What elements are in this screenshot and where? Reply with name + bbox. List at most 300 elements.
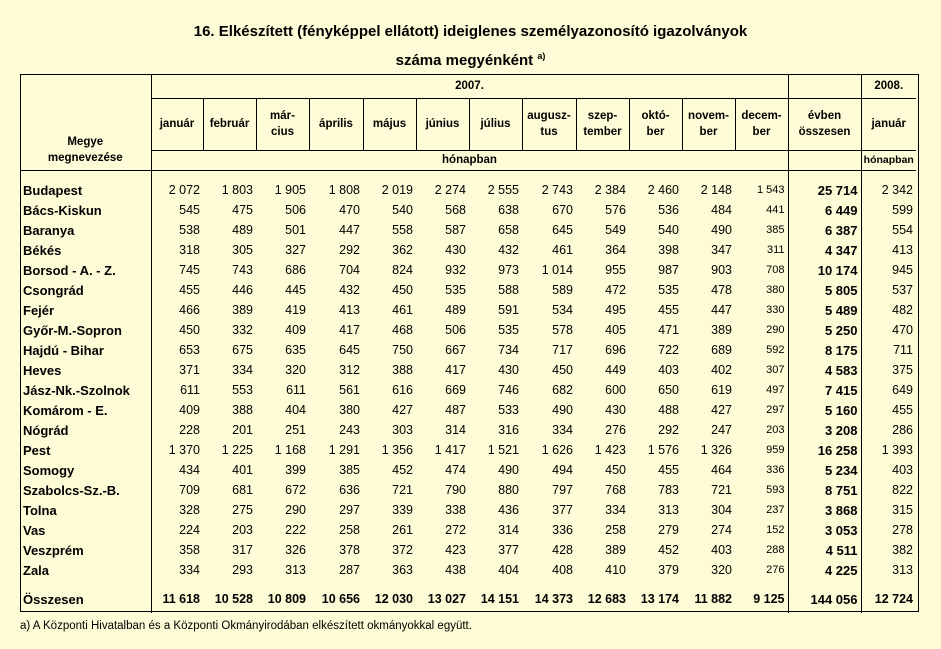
total-subheader-spacer xyxy=(788,150,861,170)
spacer-cell xyxy=(20,170,151,180)
month-value: 2 072 xyxy=(168,183,200,197)
total-row-label: Összesen xyxy=(20,589,151,609)
month-value: 588 xyxy=(498,283,519,297)
month-value: 696 xyxy=(605,343,626,357)
month-value: 475 xyxy=(232,203,253,217)
jan-2008-value: 315 xyxy=(892,503,913,517)
month-value: 14 373 xyxy=(534,592,573,606)
county-row xyxy=(20,520,916,540)
month-header: decem- ber xyxy=(735,98,788,150)
spacer-cell xyxy=(629,170,682,180)
spacer-cell xyxy=(151,580,203,589)
month-value: 428 xyxy=(552,543,573,557)
month-value: 336 xyxy=(735,460,788,480)
month-value: 314 xyxy=(445,423,466,437)
month-value: 1 626 xyxy=(541,443,573,457)
jan-2008-value: 286 xyxy=(892,423,913,437)
annual-total-value: 5 489 xyxy=(788,300,861,320)
month-value: 611 xyxy=(286,383,306,397)
month-value: 334 xyxy=(552,423,573,437)
month-value: 669 xyxy=(445,383,466,397)
month-value: 959 xyxy=(735,440,788,460)
month-value: 591 xyxy=(498,303,519,317)
per-month-header: hónapban xyxy=(442,154,497,166)
county-row xyxy=(20,500,916,520)
annual-total-value: 3 053 xyxy=(788,520,861,540)
county-row xyxy=(20,180,916,200)
month-value: 371 xyxy=(179,363,200,377)
month-value: 576 xyxy=(605,203,626,217)
spacer-row xyxy=(20,170,916,180)
month-value: 553 xyxy=(232,383,253,397)
month-value: 275 xyxy=(232,503,253,517)
month-value: 303 xyxy=(392,423,413,437)
month-value: 474 xyxy=(445,463,466,477)
month-value: 932 xyxy=(445,263,466,277)
spacer-cell xyxy=(203,609,256,613)
month-value: 653 xyxy=(179,343,200,357)
month-value: 13 174 xyxy=(640,592,679,606)
month-value: 339 xyxy=(392,503,413,517)
month-value: 332 xyxy=(232,323,253,337)
month-value: 455 xyxy=(658,303,679,317)
month-value: 409 xyxy=(285,323,306,337)
spacer-cell xyxy=(363,170,416,180)
month-value: 746 xyxy=(498,383,519,397)
jan-2008-value: 413 xyxy=(892,243,913,257)
month-value: 287 xyxy=(339,563,360,577)
month-value: 750 xyxy=(392,343,413,357)
month-value: 447 xyxy=(339,223,360,237)
annual-total-value: 4 225 xyxy=(788,560,861,580)
month-value: 1 521 xyxy=(487,443,519,457)
month-value: 328 xyxy=(179,503,200,517)
spacer-cell xyxy=(469,580,522,589)
annual-total-value: 8 751 xyxy=(788,480,861,500)
month-value: 487 xyxy=(445,403,466,417)
month-value: 417 xyxy=(445,363,466,377)
spacer-cell xyxy=(861,170,916,180)
month-value: 388 xyxy=(232,403,253,417)
county-name: Baranya xyxy=(20,220,151,240)
month-value: 721 xyxy=(392,483,413,497)
jan-2008-value: 2 342 xyxy=(881,183,913,197)
spacer-cell xyxy=(682,170,735,180)
month-value: 535 xyxy=(498,323,519,337)
jan-2008-header: január xyxy=(871,118,906,130)
month-value: 506 xyxy=(445,323,466,337)
county-name: Szabolcs-Sz.-B. xyxy=(20,480,151,500)
county-name: Borsod - A. - Z. xyxy=(20,260,151,280)
month-value: 288 xyxy=(735,540,788,560)
month-value: 495 xyxy=(605,303,626,317)
title-line-1: 16. Elkészített (fényképpel ellátott) ideiglenes személyazonosító igazolványok xyxy=(193,23,748,40)
month-value: 545 xyxy=(179,203,200,217)
jan-2008-value: 470 xyxy=(892,323,913,337)
county-row xyxy=(20,540,916,560)
county-name: Tolna xyxy=(20,500,151,520)
month-value: 292 xyxy=(339,243,360,257)
month-value: 472 xyxy=(605,283,626,297)
month-value: 292 xyxy=(658,423,679,437)
county-row xyxy=(20,300,916,320)
spacer-cell xyxy=(309,580,363,589)
month-value: 364 xyxy=(605,243,626,257)
month-value: 1 168 xyxy=(274,443,306,457)
county-row xyxy=(20,400,916,420)
month-value: 261 xyxy=(392,523,413,537)
county-row xyxy=(20,360,916,380)
month-value: 681 xyxy=(232,483,253,497)
month-value: 455 xyxy=(179,283,200,297)
spacer-cell xyxy=(788,609,861,613)
month-value: 638 xyxy=(498,203,519,217)
annual-total-value: 5 250 xyxy=(788,320,861,340)
spacer-cell xyxy=(363,609,416,613)
month-value: 293 xyxy=(232,563,253,577)
county-name: Hajdú - Bihar xyxy=(20,340,151,360)
month-value: 427 xyxy=(711,403,732,417)
month-value: 438 xyxy=(445,563,466,577)
month-value: 279 xyxy=(658,523,679,537)
month-value: 378 xyxy=(339,543,360,557)
month-value: 1 291 xyxy=(328,443,360,457)
month-value: 501 xyxy=(285,223,306,237)
month-value: 398 xyxy=(658,243,679,257)
month-value: 377 xyxy=(498,543,519,557)
spacer-cell xyxy=(151,609,203,613)
month-value: 1 543 xyxy=(735,180,788,200)
jan-2008-value: 455 xyxy=(892,403,913,417)
month-value: 224 xyxy=(179,523,200,537)
month-value: 536 xyxy=(658,203,679,217)
county-row xyxy=(20,380,916,400)
annual-total-value: 6 387 xyxy=(788,220,861,240)
month-header: február xyxy=(203,98,256,150)
annual-total-value: 25 714 xyxy=(788,180,861,200)
month-value: 305 xyxy=(232,243,253,257)
county-name: Pest xyxy=(20,440,151,460)
annual-total-value: 4 511 xyxy=(788,540,861,560)
month-value: 489 xyxy=(232,223,253,237)
month-value: 743 xyxy=(232,263,253,277)
spacer-cell xyxy=(151,170,203,180)
month-value: 450 xyxy=(605,463,626,477)
jan-2008-value: 382 xyxy=(892,543,913,557)
month-value: 1 356 xyxy=(381,443,413,457)
county-row xyxy=(20,260,916,280)
month-value: 297 xyxy=(735,400,788,420)
county-name: Veszprém xyxy=(20,540,151,560)
month-value: 2 743 xyxy=(541,183,573,197)
per-month-2008-header: hónapban xyxy=(861,150,916,170)
month-value: 436 xyxy=(498,503,519,517)
month-value: 311 xyxy=(735,240,788,260)
spacer-cell xyxy=(469,609,522,613)
month-value: 464 xyxy=(711,463,732,477)
spacer-cell xyxy=(256,170,309,180)
month-value: 533 xyxy=(498,403,519,417)
month-value: 535 xyxy=(445,283,466,297)
jan-2008-value: 1 393 xyxy=(881,443,913,457)
month-value: 783 xyxy=(658,483,679,497)
spacer-cell xyxy=(20,609,151,613)
month-value: 534 xyxy=(552,303,573,317)
spacer-cell xyxy=(576,170,629,180)
county-name: Csongrád xyxy=(20,280,151,300)
month-value: 203 xyxy=(232,523,253,537)
month-value: 312 xyxy=(339,363,360,377)
month-value: 616 xyxy=(392,383,413,397)
month-value: 410 xyxy=(605,563,626,577)
month-value: 12 683 xyxy=(587,592,626,606)
month-value: 274 xyxy=(711,523,732,537)
county-row xyxy=(20,480,916,500)
month-value: 650 xyxy=(658,383,679,397)
month-value: 619 xyxy=(711,383,732,397)
annual-total-value: 5 805 xyxy=(788,280,861,300)
month-value: 1 225 xyxy=(221,443,253,457)
month-value: 587 xyxy=(445,223,466,237)
month-header-row xyxy=(20,98,916,150)
month-value: 313 xyxy=(658,503,679,517)
county-row xyxy=(20,340,916,360)
jan-2008-value: 599 xyxy=(892,203,913,217)
month-value: 413 xyxy=(339,303,360,317)
month-value: 1 905 xyxy=(274,183,306,197)
month-value: 790 xyxy=(445,483,466,497)
month-value: 1 803 xyxy=(221,183,253,197)
county-row xyxy=(20,320,916,340)
month-value: 380 xyxy=(735,280,788,300)
month-value: 380 xyxy=(339,403,360,417)
month-value: 10 528 xyxy=(214,592,253,606)
month-value: 258 xyxy=(605,523,626,537)
month-value: 327 xyxy=(285,243,306,257)
title-line-2-text: száma megyénként xyxy=(395,52,534,69)
title-line-2 xyxy=(0,44,941,73)
month-value: 404 xyxy=(285,403,306,417)
month-value: 611 xyxy=(180,383,200,397)
month-value: 549 xyxy=(605,223,626,237)
month-value: 405 xyxy=(605,323,626,337)
month-value: 708 xyxy=(735,260,788,280)
title-footnote-mark: a) xyxy=(537,51,546,61)
month-header: július xyxy=(469,98,522,150)
month-value: 247 xyxy=(711,423,732,437)
county-row xyxy=(20,280,916,300)
month-value: 14 151 xyxy=(480,592,519,606)
annual-total-value: 3 868 xyxy=(788,500,861,520)
spacer-cell xyxy=(203,170,256,180)
month-value: 987 xyxy=(658,263,679,277)
month-value: 317 xyxy=(232,543,253,557)
month-value: 768 xyxy=(605,483,626,497)
month-value: 561 xyxy=(339,383,360,397)
spacer-cell xyxy=(576,580,629,589)
month-value: 307 xyxy=(735,360,788,380)
jan-2008-value: 403 xyxy=(892,463,913,477)
month-value: 682 xyxy=(552,383,573,397)
month-value: 2 384 xyxy=(594,183,626,197)
month-value: 402 xyxy=(711,363,732,377)
month-value: 379 xyxy=(658,563,679,577)
month-value: 1 423 xyxy=(594,443,626,457)
month-value: 12 030 xyxy=(374,592,413,606)
month-value: 2 460 xyxy=(647,183,679,197)
spacer-cell xyxy=(629,609,682,613)
month-value: 304 xyxy=(711,503,732,517)
month-value: 347 xyxy=(711,243,732,257)
county-row xyxy=(20,200,916,220)
month-value: 404 xyxy=(498,563,519,577)
county-name: Komárom - E. xyxy=(20,400,151,420)
spacer-cell xyxy=(861,609,916,613)
jan-2008-value: 822 xyxy=(892,483,913,497)
spacer-cell xyxy=(203,580,256,589)
month-value: 470 xyxy=(339,203,360,217)
county-name: Jász-Nk.-Szolnok xyxy=(20,380,151,400)
month-value: 13 027 xyxy=(427,592,466,606)
annual-total-value: 3 208 xyxy=(788,420,861,440)
month-value: 152 xyxy=(735,520,788,540)
month-value: 313 xyxy=(285,563,306,577)
month-value: 2 148 xyxy=(700,183,732,197)
month-value: 203 xyxy=(735,420,788,440)
month-value: 1 014 xyxy=(541,263,573,277)
month-value: 452 xyxy=(658,543,679,557)
spacer-cell xyxy=(682,580,735,589)
month-value: 11 618 xyxy=(162,592,200,606)
month-value: 955 xyxy=(605,263,626,277)
spacer-cell xyxy=(522,580,576,589)
month-value: 336 xyxy=(552,523,573,537)
county-name: Békés xyxy=(20,240,151,260)
month-value: 363 xyxy=(392,563,413,577)
annual-total-value: 5 160 xyxy=(788,400,861,420)
jan-2008-value: 537 xyxy=(892,283,913,297)
spacer-cell xyxy=(788,170,861,180)
month-value: 635 xyxy=(285,343,306,357)
month-header: októ- ber xyxy=(629,98,682,150)
month-value: 540 xyxy=(658,223,679,237)
spacer-cell xyxy=(522,170,576,180)
month-value: 797 xyxy=(552,483,573,497)
month-value: 721 xyxy=(711,483,732,497)
month-value: 258 xyxy=(339,523,360,537)
county-row xyxy=(20,560,916,580)
month-header: augusz- tus xyxy=(522,98,576,150)
month-value: 403 xyxy=(658,363,679,377)
month-header: már- cius xyxy=(256,98,309,150)
month-value: 1 370 xyxy=(168,443,200,457)
month-value: 455 xyxy=(658,463,679,477)
month-value: 408 xyxy=(552,563,573,577)
month-value: 592 xyxy=(735,340,788,360)
month-value: 401 xyxy=(232,463,253,477)
month-value: 903 xyxy=(711,263,732,277)
county-name: Heves xyxy=(20,360,151,380)
month-value: 430 xyxy=(605,403,626,417)
month-value: 468 xyxy=(392,323,413,337)
spacer-cell xyxy=(309,170,363,180)
month-value: 316 xyxy=(498,423,519,437)
month-value: 471 xyxy=(658,323,679,337)
table-title xyxy=(0,20,941,73)
month-value: 358 xyxy=(179,543,200,557)
month-value: 427 xyxy=(392,403,413,417)
annual-total-value: 6 449 xyxy=(788,200,861,220)
month-value: 434 xyxy=(179,463,200,477)
month-value: 667 xyxy=(445,343,466,357)
county-name: Vas xyxy=(20,520,151,540)
month-value: 589 xyxy=(552,283,573,297)
data-table xyxy=(20,74,916,613)
county-row xyxy=(20,460,916,480)
month-value: 297 xyxy=(339,503,360,517)
spacer-cell xyxy=(735,609,788,613)
month-value: 645 xyxy=(339,343,360,357)
month-value: 973 xyxy=(498,263,519,277)
county-name: Zala xyxy=(20,560,151,580)
month-header: novem- ber xyxy=(682,98,735,150)
month-value: 489 xyxy=(445,303,466,317)
spacer-cell xyxy=(416,609,469,613)
jan-2008-value: 482 xyxy=(892,303,913,317)
county-row xyxy=(20,220,916,240)
month-value: 447 xyxy=(711,303,732,317)
spacer-row xyxy=(20,580,916,589)
month-value: 389 xyxy=(232,303,253,317)
month-value: 2 274 xyxy=(434,183,466,197)
month-value: 2 019 xyxy=(381,183,413,197)
month-value: 446 xyxy=(232,283,253,297)
spacer-cell xyxy=(469,170,522,180)
month-value: 689 xyxy=(711,343,732,357)
spacer-cell xyxy=(416,580,469,589)
month-value: 490 xyxy=(552,403,573,417)
annual-total-value: 8 175 xyxy=(788,340,861,360)
annual-total-header: évben összesen xyxy=(788,98,861,150)
month-value: 334 xyxy=(232,363,253,377)
month-value: 330 xyxy=(735,300,788,320)
spacer-cell xyxy=(20,580,151,589)
spacer-cell xyxy=(416,170,469,180)
spacer-cell xyxy=(629,580,682,589)
month-value: 318 xyxy=(179,243,200,257)
county-row xyxy=(20,240,916,260)
month-value: 1 808 xyxy=(328,183,360,197)
jan-2008-value: 375 xyxy=(892,363,913,377)
month-value: 314 xyxy=(498,523,519,537)
month-value: 450 xyxy=(179,323,200,337)
month-value: 201 xyxy=(232,423,253,437)
annual-total-value: 5 234 xyxy=(788,460,861,480)
month-value: 10 809 xyxy=(267,592,306,606)
month-value: 568 xyxy=(445,203,466,217)
month-value: 334 xyxy=(605,503,626,517)
month-value: 461 xyxy=(392,303,413,317)
month-value: 734 xyxy=(498,343,519,357)
month-header: június xyxy=(416,98,469,150)
month-value: 540 xyxy=(392,203,413,217)
county-name: Nógrád xyxy=(20,420,151,440)
month-value: 419 xyxy=(285,303,306,317)
month-value: 658 xyxy=(498,223,519,237)
month-value: 11 882 xyxy=(694,592,732,606)
year-2007-header: 2007. xyxy=(151,74,788,98)
county-row xyxy=(20,420,916,440)
